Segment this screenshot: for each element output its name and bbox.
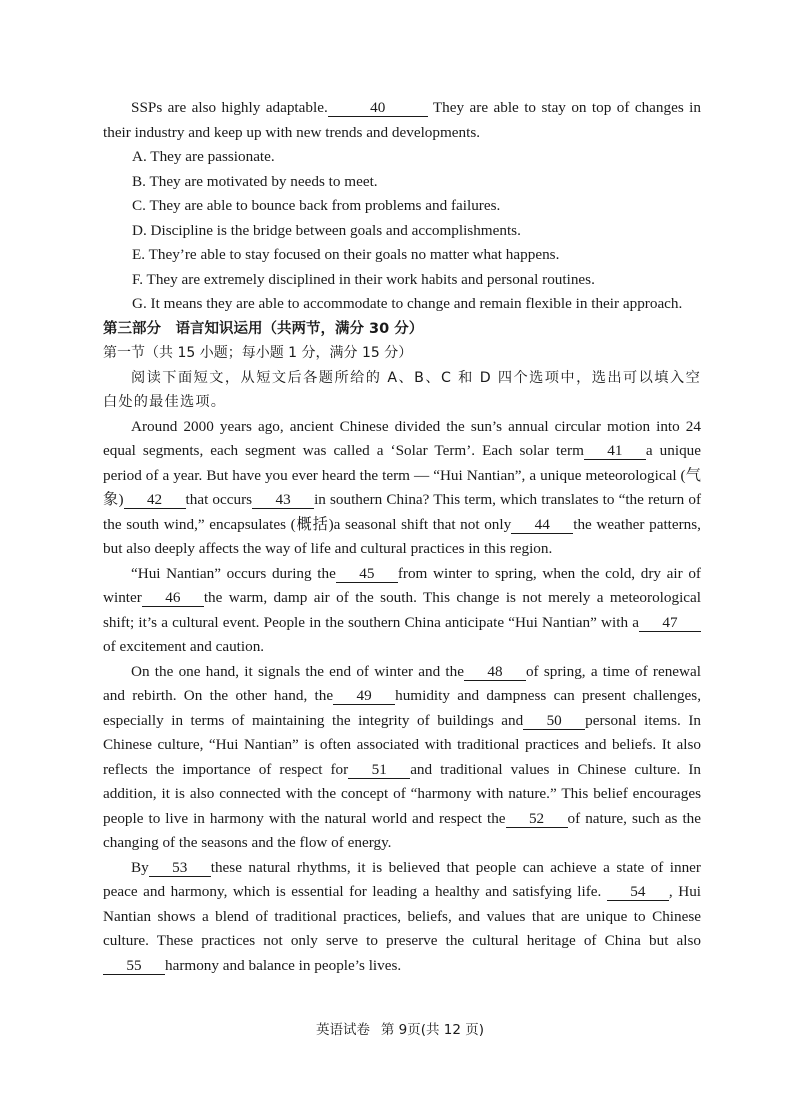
passage-paragraph-4: By 53 these natural rhythms, it is believed that people can achieve a state of inner peace and harmony, which is essential for leading a healthy and satisfying life. 54 , Hui Nantian shows a blend of traditional practices, beliefs, and values that are unique to Chinese culture. These practices not only serve to preserve the cultural heritage of China but also55 harmony and balance in people’s lives. [103, 858, 702, 974]
blank-41: 41 [584, 442, 646, 460]
exam-page [103, 96, 701, 978]
part3-heading: 第三部分 语言知识运用（共两节，满分 30 分） [103, 320, 424, 337]
blank-47: 47 [639, 614, 701, 632]
option-d: D. Discipline is the bridge between goals and accomplishments. [132, 221, 521, 239]
blank-48: 48 [464, 663, 526, 681]
question-40-paragraph: SSPs are also highly adaptable. 40 They are able to stay on top of changes in their industry and keep up with new trends and developments. [103, 99, 701, 141]
passage-paragraph-2: “Hui Nantian” occurs during the 45 from winter to spring, when the cold, dry air of winter 46 the warm, damp air of the south. This change is not merely a meteorological shift; it’s a cultural event. People in the southern China anticipate “Hui Nantian” with a 47of excitement and caution. [103, 564, 701, 655]
option-g: G. It means they are able to accommodate to change and remain flexible in their approach. [132, 295, 683, 312]
blank-51: 51 [348, 761, 410, 779]
blank-55: 55 [103, 957, 165, 975]
footer-subject: 英语试卷 [315, 1022, 370, 1038]
page-footer [0, 1018, 800, 1039]
blank-45: 45 [336, 565, 398, 583]
section1-heading: 第一节（共 15 小题；每小题 1 分，满分 15 分） [103, 345, 413, 361]
blank-52: 52 [506, 810, 568, 828]
footer-page-number: 第 9页(共 12 页) [380, 1022, 485, 1038]
passage-paragraph-1: Around 2000 years ago, ancient Chinese divided the sun’s annual circular motion into 24 equal segments, each segment was called a ‘Solar Term’. Each solar term 41 a unique period of a year. But have you ever heard the term — “Hui Nantian”, a unique meteorological (气象) 42 that occurs 43 in southern China? This term, which translates to “the return of the south wind,” encapsulates (概括)a seasonal shift that not only 44 the weather patterns, but also deeply affects the way of life and cultural practices in this region. [103, 417, 702, 557]
blank-49: 49 [333, 687, 395, 705]
option-c: C. They are able to bounce back from problems and failures. [132, 197, 501, 214]
options-list [103, 145, 701, 317]
option-b: B. They are motivated by needs to meet. [132, 172, 378, 190]
blank-54: 54 [607, 883, 669, 901]
passage-paragraph-3: On the one hand, it signals the end of winter and the 48 of spring, a time of renewal and rebirth. On the other hand, the 49 humidity and dampness can present challenges, especially in terms of maintaining the integrity of buildings and 50 personal items. In Chinese culture, “Hui Nantian” is often associated with traditional practices and beliefs. It also reflects the importance of respect for 51 and traditional values in Chinese culture. In addition, it is also connected with the concept of “harmony with nature.” This belief encourages people to live in harmony with the natural world and respect the 52 of nature, such as the changing of the seasons and the flow of energy. [103, 662, 701, 851]
blank-53: 53 [149, 859, 211, 877]
option-f: F. They are extremely disciplined in their work habits and personal routines. [132, 270, 595, 288]
blank-42: 42 [124, 491, 186, 509]
blank-43: 43 [252, 491, 314, 509]
blank-46: 46 [142, 589, 204, 607]
blank-44: 44 [511, 516, 573, 534]
instructions: 阅读下面短文，从短文后各题所给的 A、B、C 和 D 四个选项中，选出可以填入空白处的最佳选项。 [103, 369, 701, 410]
option-a: A. They are passionate. [132, 148, 275, 165]
blank-50: 50 [523, 712, 585, 730]
blank-40: 40 [328, 99, 428, 117]
option-e: E. They’re able to stay focused on their goals no matter what happens. [132, 246, 560, 263]
